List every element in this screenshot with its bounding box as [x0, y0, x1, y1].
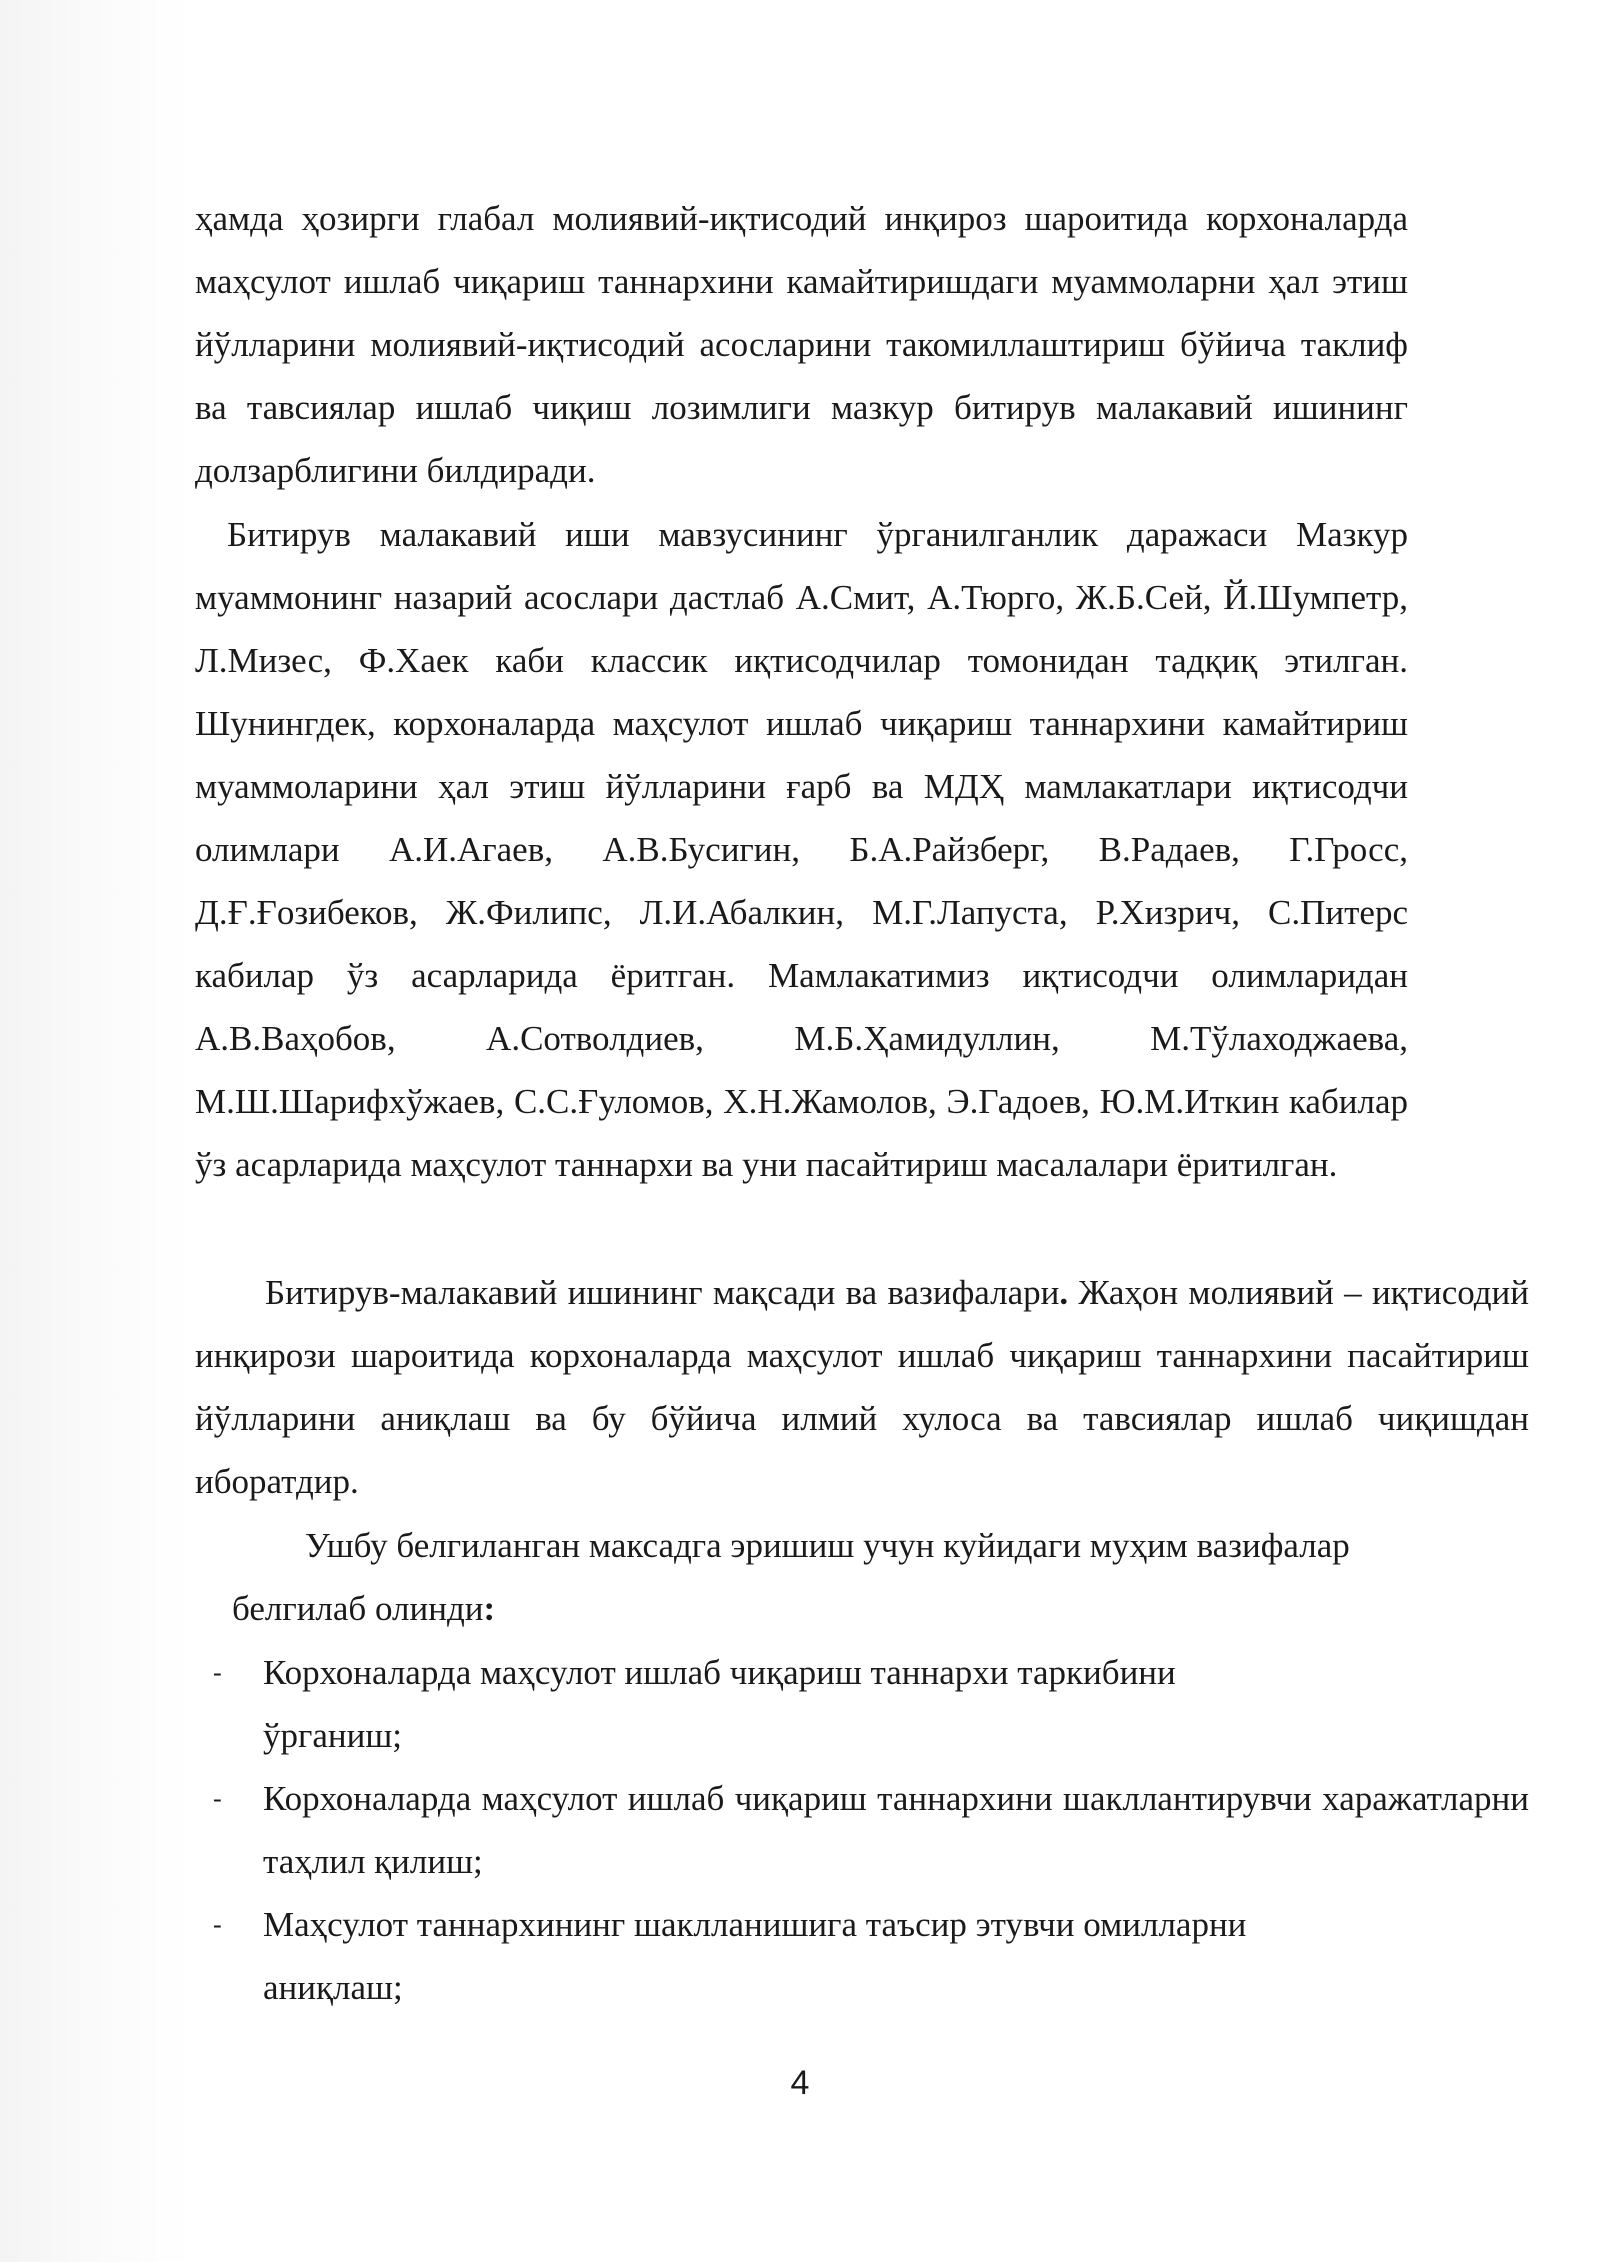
tasks-intro-cont-text: белгилаб олинди [232, 1589, 484, 1628]
list-item-task-2: Корхоналарда маҳсулот ишлаб чиқариш таннархини шакллантирувчи харажатларни таҳлил қилиш; [263, 1779, 1529, 1881]
list-marker: - [213, 1910, 222, 1939]
page-number: 4 [790, 2064, 810, 2102]
list-marker: - [213, 1784, 222, 1813]
paragraph-tasks-intro: Ушбу белгиланган максадга эришиш учун куйидаги муҳим вазифалар [305, 1526, 1350, 1565]
paragraph-tasks-intro-cont [232, 1577, 1032, 1640]
paragraph-goal [195, 1261, 1529, 1513]
goal-heading-period: . [1059, 1273, 1069, 1312]
list-item-task-1: Корхоналарда маҳсулот ишлаб чиқариш таннархи таркибини ўрганиш; [263, 1653, 1176, 1755]
goal-body: Жаҳон молиявий – иқтисодий инқирози шароитида корхоналарда маҳсулот ишлаб чиқариш таннархини пасайтириш йўлларини аниқлаш ва бу бўйича илмий хулоса ва тавсиялар ишлаб чиқишдан иборатдир. [195, 1273, 1529, 1501]
page-edge-shadow [0, 0, 190, 2262]
paragraph-research-degree: Битирув малакавий иши мавзусининг ўрганилганлик даражаси Мазкур муаммонинг назарий асослари дастлаб А.Смит, А.Тюрго, Ж.Б.Сей, Й.Шумпетр, Л.Мизес, Ф.Хаек каби классик иқтисодчилар томонидан тадқиқ этилган. Шунингдек, корхоналарда маҳсулот ишлаб чиқариш таннархини камайтириш муаммоларини ҳал этиш йўлларини ғарб ва МДҲ мамлакатлари иқтисодчи олимлари А.И.Агаев, А.В.Бусигин, Б.А.Райзберг, В.Радаев, Г.Гросс, Д.Ғ.Ғозибеков, Ж.Филипс, Л.И.Абалкин, М.Г.Лапуста, Р.Хизрич, С.Питерс кабилар ўз асарларида ёритган. Мамлакатимиз иқтисодчи олимларидан А.В.Ваҳобов, А.Сотволдиев, М.Б.Ҳамидуллин, М.Тўлаходжаева, М.Ш.Шарифхўжаев, С.С.Ғуломов, Х.Н.Жамолов, Э.Гадоев, Ю.М.Иткин кабилар ўз асарларида маҳсулот таннархи ва уни пасайтириш масалалари ёритилган. [195, 515, 1408, 1184]
list-marker: - [213, 1658, 222, 1687]
goal-heading: Битирув-малакавий ишининг мақсади ва вазифалари [265, 1273, 1060, 1312]
paragraph-relevance: ҳамда ҳозирги глабал молиявий-иқтисодий инқироз шароитида корхоналарда маҳсулот ишлаб чиқариш таннархини камайтиришдаги муаммоларни ҳал этиш йўлларини молиявий-иқтисодий асосларини такомиллаштириш бўйича таклиф ва тавсиялар ишлаб чиқиш лозимлиги мазкур битирув малакавий ишининг долзарблигини билдиради. [195, 199, 1408, 490]
list-item-task-3: Маҳсулот таннархининг шаклланишига таъсир этувчи омилларни аниқлаш; [263, 1905, 1247, 2007]
tasks-intro-colon: : [483, 1589, 496, 1628]
